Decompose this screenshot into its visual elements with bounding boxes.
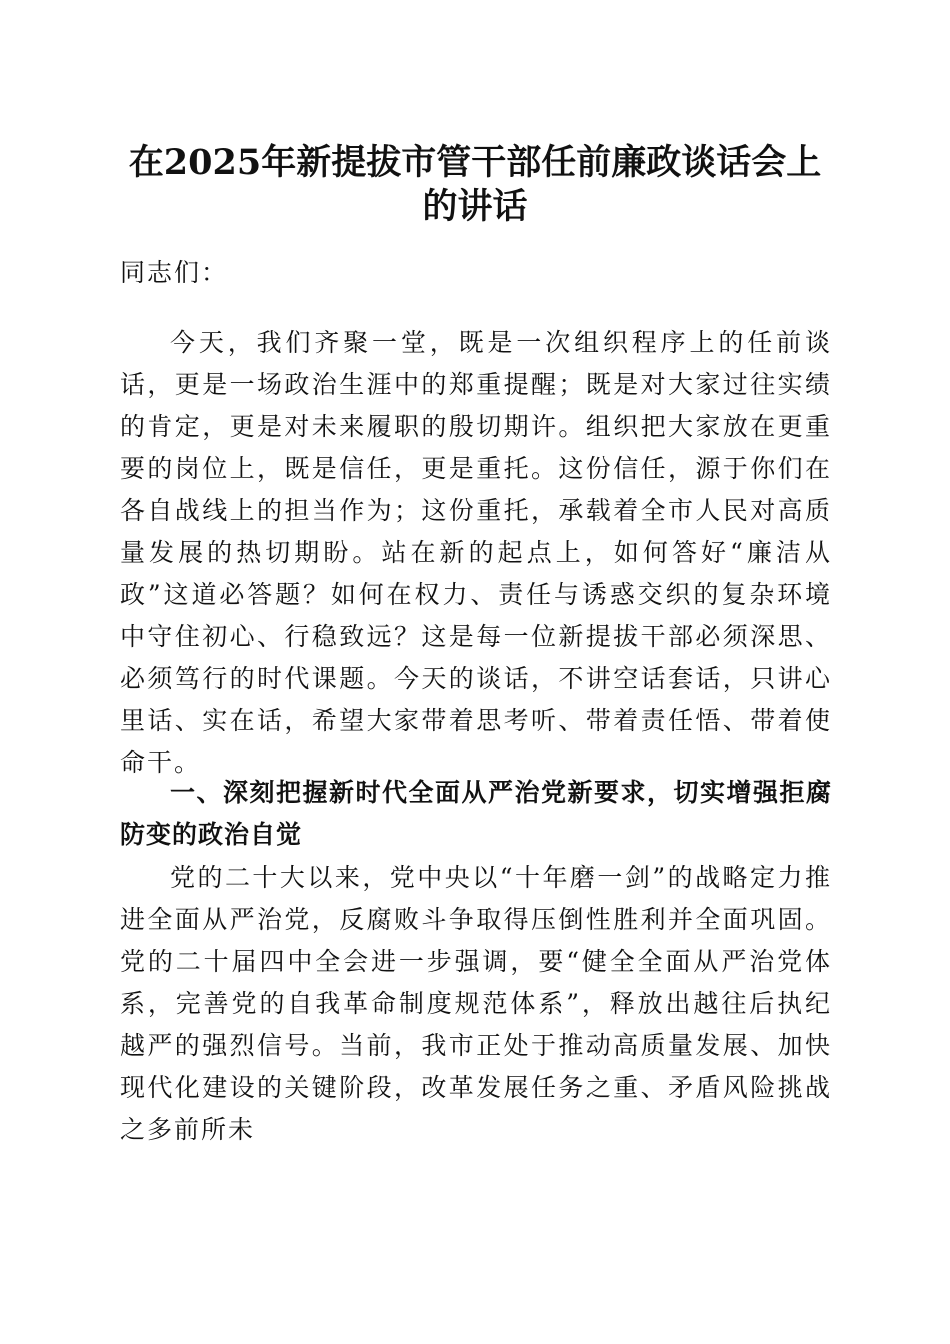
paragraph-section-1: 党的二十大以来，党中央以“十年磨一剑”的战略定力推进全面从严治党，反腐败斗争取得压倒性胜利并全面巩固。党的二十届四中全会进一步强调，要“健全全面从严治党体系，完善党的自我革命制度规范体系”，释放出越往后执纪越严的强烈信号。当前，我市正处于推动高质量发展、加快现代化建设的关键阶段，改革发展任务之重、矛盾风险挑战之多前所未 — [120, 863, 832, 1144]
salutation: 同志们： — [120, 258, 229, 287]
paragraph-intro: 今天，我们齐聚一堂，既是一次组织程序上的任前谈话，更是一场政治生涯中的郑重提醒；既是对大家过往实绩的肯定，更是对未来履职的殷切期许。组织把大家放在更重要的岗位上，既是信任，更是重托。这份信任，源于你们在各自战线上的担当作为；这份重托，承载着全市人民对高质量发展的热切期盼。站在新的起点上，如何答好“廉洁从政”这道必答题？如何在权力、责任与诱惑交织的复杂环境中守住初心、行稳致远？这是每一位新提拔干部必须深思、必须笃行的时代课题。今天的谈话，不讲空话套话，只讲心里话、实在话，希望大家带着思考听、带着责任悟、带着使命干。 — [120, 328, 832, 777]
document-title-line-1: 在2025年新提拔市管干部任前廉政谈话会上 — [128, 142, 822, 183]
document-title-line-2: 的讲话 — [422, 186, 528, 227]
section-heading-1: 一、深刻把握新时代全面从严治党新要求，切实增强拒腐防变的政治自觉 — [120, 778, 832, 849]
